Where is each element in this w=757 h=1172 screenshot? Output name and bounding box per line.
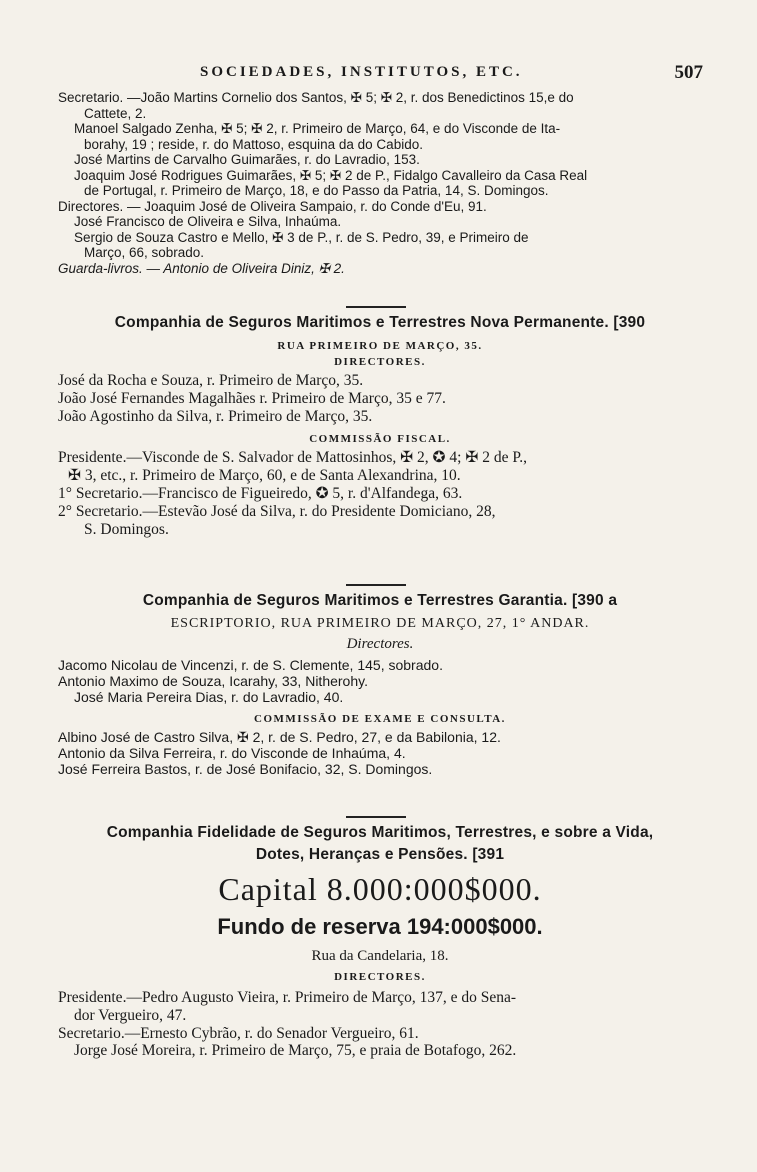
- entry-line: Cattete, 2.: [84, 105, 147, 121]
- entry-line: Guarda-livros. — Antonio de Oliveira Diniz, ✠ 2.: [58, 260, 345, 276]
- commission-line: Albino José de Castro Silva, ✠ 2, r. de S. Pedro, 27, e da Babilonia, 12.: [58, 729, 501, 746]
- company-title-line1: Companhia Fidelidade de Seguros Maritimos, Terrestres, e sobre a Vida,: [106, 824, 654, 841]
- commission-line: Presidente.—Visconde de S. Salvador de Mattosinhos, ✠ 2, ✪ 4; ✠ 2 de P.,: [58, 449, 527, 467]
- entry-line: Secretario. —João Martins Cornelio dos Santos, ✠ 5; ✠ 2, r. dos Benedictinos 15,e do: [58, 90, 574, 105]
- section-divider: [346, 306, 406, 308]
- section-2: [58, 314, 702, 539]
- director-line: Jorge José Moreira, r. Primeiro de Março, 75, e praia de Botafogo, 262.: [74, 1042, 517, 1060]
- entry-line: Joaquim José Rodrigues Guimarães, ✠ 5; ✠ 2 de P., Fidalgo Cavalleiro da Casa Real: [74, 167, 588, 183]
- page-number: 507: [674, 62, 703, 83]
- company-title: Companhia de Seguros Maritimos e Terrestres Garantia. [390 a: [142, 592, 618, 609]
- section-divider: [346, 816, 406, 818]
- company-address: ESCRIPTORIO, RUA PRIMEIRO DE MARÇO, 27, 1° ANDAR.: [170, 616, 590, 631]
- entry-line: José Francisco de Oliveira e Silva, Inhaúma.: [74, 214, 342, 230]
- reserve-fund: Fundo de reserva 194:000$000.: [217, 914, 543, 939]
- section-4: [58, 824, 702, 1060]
- section-3: [58, 592, 702, 778]
- director-line: Secretario.—Ernesto Cybrão, r. do Senador Vergueiro, 61.: [58, 1024, 419, 1042]
- director-line: João José Fernandes Magalhães r. Primeiro de Março, 35 e 77.: [58, 389, 446, 407]
- commission-line: 2° Secretario.—Estevão José da Silva, r. do Presidente Domiciano, 28,: [58, 502, 496, 520]
- entry-line: Manoel Salgado Zenha, ✠ 5; ✠ 2, r. Primeiro de Março, 64, e do Visconde de Ita-: [74, 121, 561, 137]
- director-line: Presidente.—Pedro Augusto Vieira, r. Primeiro de Março, 137, e do Sena-: [58, 989, 517, 1006]
- director-line: dor Vergueiro, 47.: [74, 1006, 187, 1024]
- director-line: Jacomo Nicolau de Vincenzi, r. de S. Clemente, 145, sobrado.: [58, 657, 443, 673]
- company-address: RUA PRIMEIRO DE MARÇO, 35.: [277, 340, 483, 352]
- running-title: SOCIEDADES, INSTITUTOS, ETC.: [200, 64, 523, 80]
- section-1-entries: [58, 90, 702, 276]
- page-header: [60, 62, 703, 86]
- commission-line: 1° Secretario.—Francisco de Figueiredo, ✪ 5, r. d'Alfandega, 63.: [58, 485, 463, 503]
- entry-line: Sergio de Souza Castro e Mello, ✠ 3 de P., r. de S. Pedro, 39, e Primeiro de: [74, 229, 529, 245]
- entry-line: Março, 66, sobrado.: [84, 245, 205, 261]
- director-line: José da Rocha e Souza, r. Primeiro de Março, 35.: [58, 372, 364, 389]
- section-divider: [346, 584, 406, 586]
- director-line: José Maria Pereira Dias, r. do Lavradio, 40.: [74, 689, 344, 706]
- commission-line: S. Domingos.: [84, 520, 169, 538]
- entry-line: Directores. — Joaquim José de Oliveira Sampaio, r. do Conde d'Eu, 91.: [58, 198, 487, 214]
- commission-line: ✠ 3, etc., r. Primeiro de Março, 60, e de Santa Alexandrina, 10.: [68, 467, 461, 485]
- directors-label: DIRECTORES.: [334, 356, 426, 368]
- entry-line: borahy, 19 ; reside, r. do Mattoso, esquina da do Cabido.: [84, 136, 423, 152]
- capital-amount: Capital 8.000:000$000.: [218, 871, 542, 907]
- commission-label: COMMISSÃO FISCAL.: [309, 433, 451, 446]
- commission-label: COMMISSÃO DE EXAME E CONSULTA.: [254, 713, 506, 726]
- directors-label: DIRECTORES.: [334, 971, 426, 983]
- entry-line: José Martins de Carvalho Guimarães, r. do Lavradio, 153.: [74, 152, 420, 168]
- commission-line: Antonio da Silva Ferreira, r. do Visconde de Inhaúma, 4.: [58, 745, 406, 762]
- company-address: Rua da Candelaria, 18.: [311, 948, 449, 964]
- entry-line: de Portugal, r. Primeiro de Março, 18, e do Passo da Patria, 14, S. Domingos.: [84, 183, 549, 199]
- director-line: Antonio Maximo de Souza, Icarahy, 33, Nitherohy.: [58, 673, 368, 690]
- directors-label: Directores.: [346, 636, 414, 652]
- company-title: Companhia de Seguros Maritimos e Terrestres Nova Permanente. [390: [114, 314, 646, 331]
- company-title-line2: Dotes, Heranças e Pensões. [391: [255, 846, 505, 863]
- commission-line: José Ferreira Bastos, r. de José Bonifacio, 32, S. Domingos.: [58, 761, 433, 778]
- director-line: João Agostinho da Silva, r. Primeiro de Março, 35.: [58, 407, 373, 425]
